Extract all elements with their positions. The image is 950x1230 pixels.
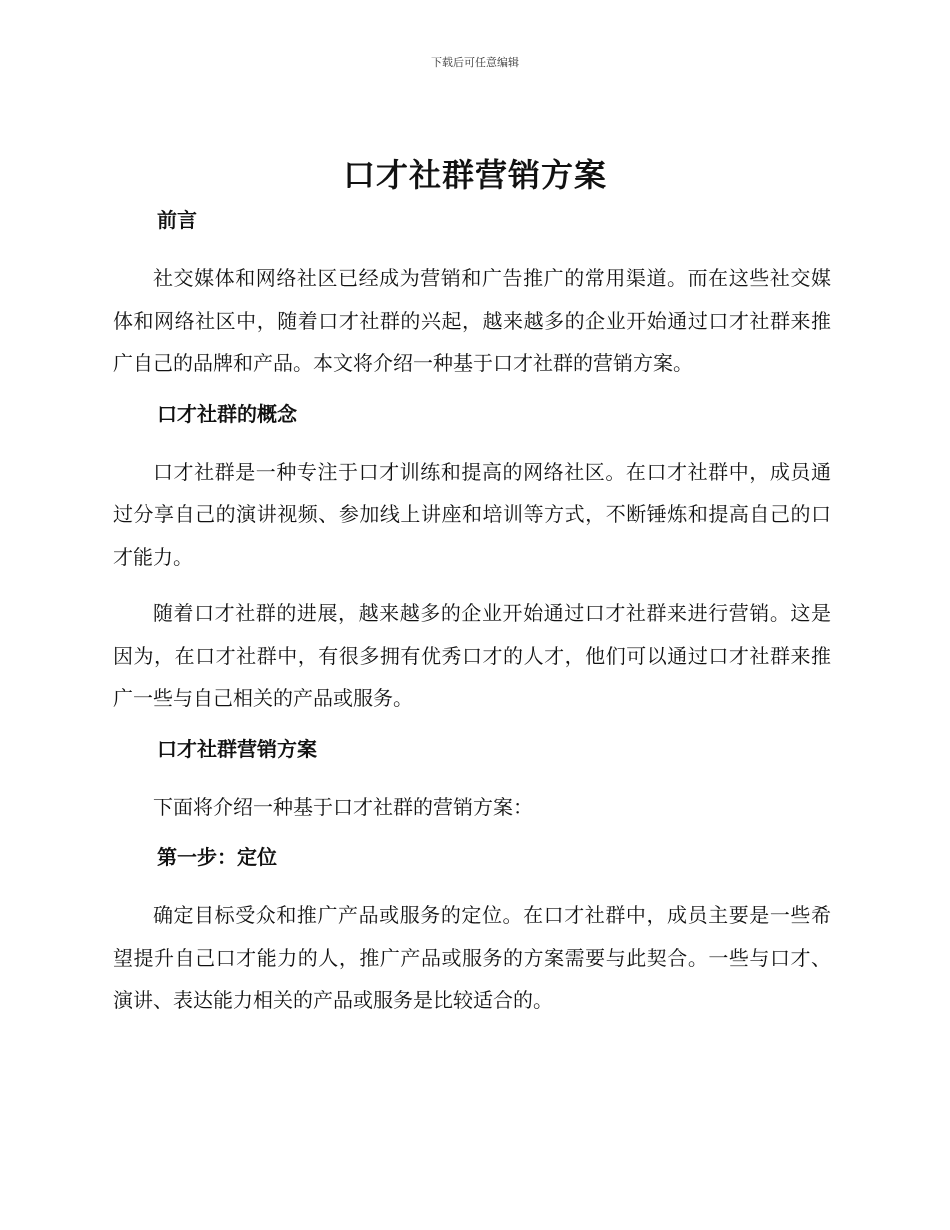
header-note: 下载后可任意编辑 bbox=[431, 56, 519, 69]
paragraph-step1: 确定目标受众和推广产品或服务的定位。在口才社群中，成员主要是一些希望提升自己口才能力的人，推广产品或服务的方案需要与此契合。一些与口才、演讲、表达能力相关的产品或服务是比较适合的。 bbox=[113, 903, 831, 1012]
paragraph-concept-1: 口才社群是一种专注于口才训练和提高的网络社区。在口才社群中，成员通过分享自己的演讲视频、参加线上讲座和培训等方式，不断锤炼和提高自己的口才能力。 bbox=[113, 459, 831, 569]
section-heading-step1: 第一步：定位 bbox=[157, 845, 277, 869]
paragraph-preface: 社交媒体和网络社区已经成为营销和广告推广的常用渠道。而在这些社交媒体和网络社区中，随着口才社群的兴起，越来越多的企业开始通过口才社群来推广自己的品牌和产品。本文将介绍一种基于口才社群的营销方案。 bbox=[113, 266, 831, 375]
document-title: 口才社群营销方案 bbox=[342, 156, 607, 194]
section-heading-concept: 口才社群的概念 bbox=[157, 401, 297, 426]
section-heading-preface: 前言 bbox=[157, 208, 197, 232]
document-body bbox=[113, 205, 831, 1022]
paragraph-plan-intro: 下面将介绍一种基于口才社群的营销方案： bbox=[153, 794, 533, 819]
section-heading-plan: 口才社群营销方案 bbox=[157, 736, 317, 761]
paragraph-concept-2: 随着口才社群的进展，越来越多的企业开始通过口才社群来进行营销。这是因为，在口才社群中，有很多拥有优秀口才的人才，他们可以通过口才社群来推广一些与自己相关的产品或服务。 bbox=[113, 601, 831, 710]
